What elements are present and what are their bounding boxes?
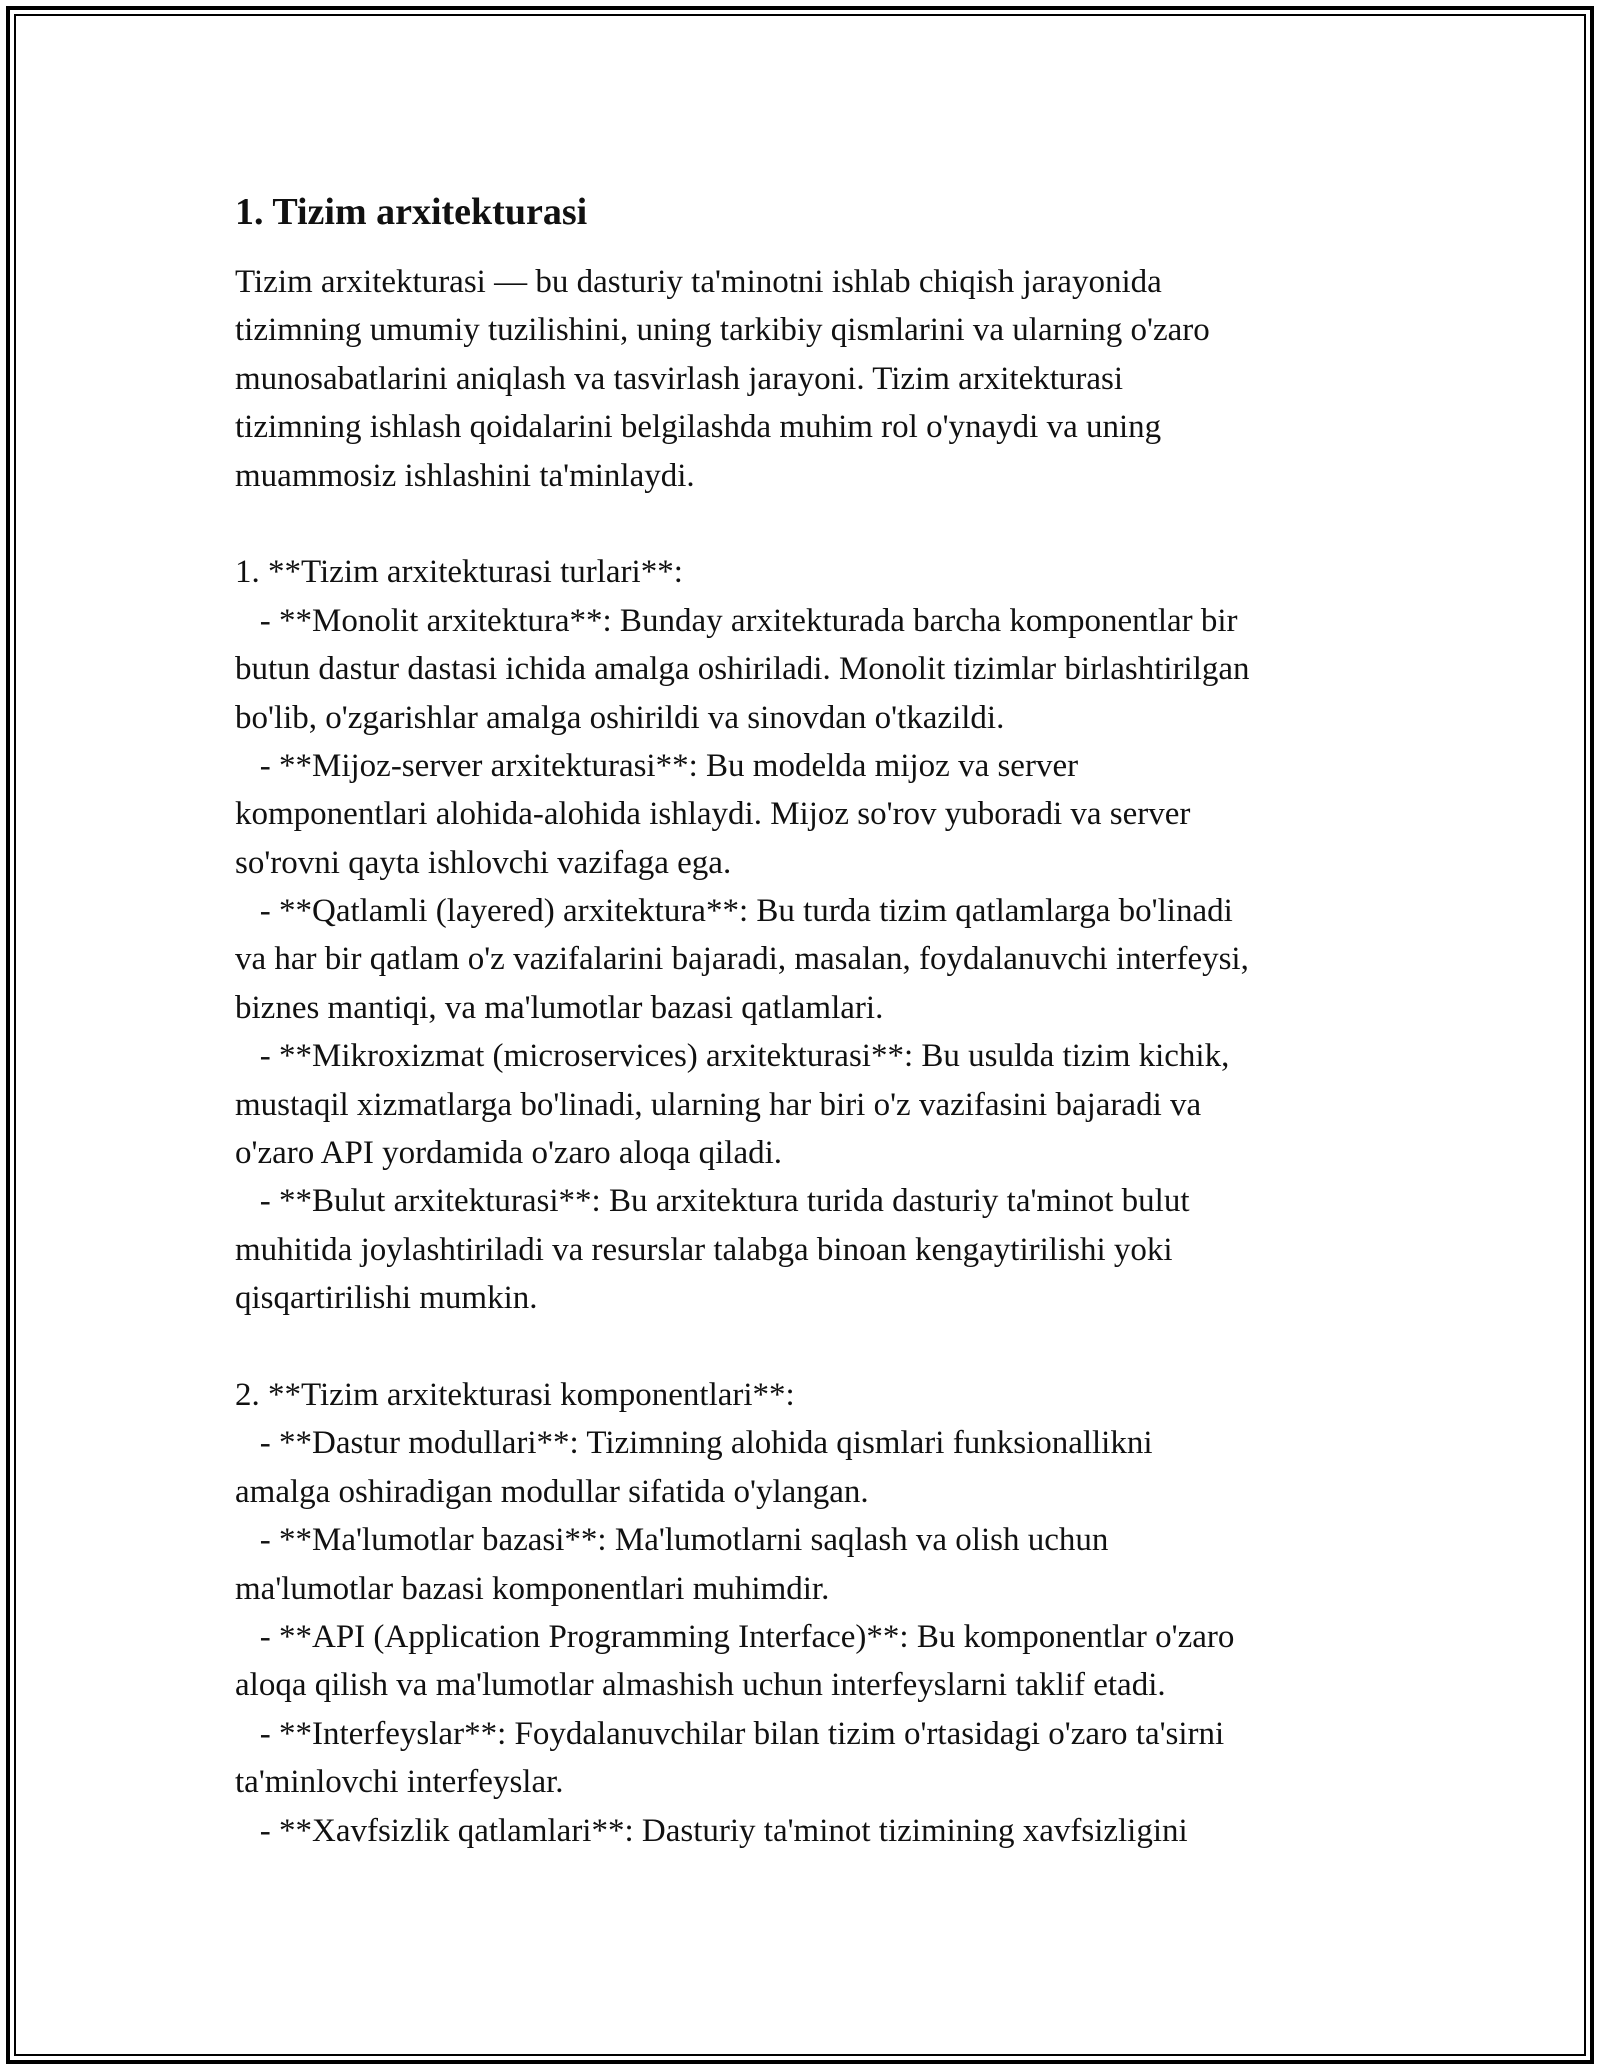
list-item-line: - **Qatlamli (layered) arxitektura**: Bu turda tizim qatlamlarga bo'linadi	[235, 893, 1233, 930]
list-item-line: - **Dastur modullari**: Tizimning alohida qismlari funksionallikni	[235, 1425, 1153, 1462]
text-line: Tizim arxitekturasi — bu dasturiy ta'minotni ishlab chiqish jarayonida	[235, 264, 1162, 300]
list-item-line: - **Mikroxizmat (microservices) arxitekturasi**: Bu usulda tizim kichik,	[235, 1038, 1230, 1075]
text-line: komponentlari alohida-alohida ishlaydi. Mijoz so'rov yuboradi va server	[235, 796, 1191, 833]
text-line: tizimning ishlash qoidalarini belgilashda muhim rol o'ynaydi va uning	[235, 409, 1162, 446]
text-line: so'rovni qayta ishlovchi vazifaga ega.	[235, 844, 732, 881]
text-line: butun dastur dastasi ichida amalga oshiriladi. Monolit tizimlar birlashtirilgan	[235, 651, 1250, 688]
text-line: ma'lumotlar bazasi komponentlari muhimdir.	[235, 1570, 830, 1607]
text-line: ta'minlovchi interfeyslar.	[235, 1764, 564, 1801]
text-line: mustaqil xizmatlarga bo'linadi, ularning har biri o'z vazifasini bajaradi va	[235, 1086, 1202, 1123]
text-line: amalga oshiradigan modullar sifatida o'ylangan.	[235, 1473, 869, 1510]
text-line: muammosiz ishlashini ta'minlaydi.	[235, 457, 695, 494]
text-line: tizimning umumiy tuzilishini, uning tarkibiy qismlarini va ularning o'zaro	[235, 312, 1210, 349]
text-line: va har bir qatlam o'z vazifalarini bajaradi, masalan, foydalanuvchi interfeysi,	[235, 941, 1249, 978]
text-line: qisqartirilishi mumkin.	[235, 1280, 538, 1317]
text-line: muhitida joylashtiriladi va resurslar talabga binoan kengaytirilishi yoki	[235, 1231, 1173, 1268]
blank-line	[235, 1323, 1395, 1371]
document-heading: 1. Tizim arxitekturasi	[235, 191, 588, 233]
blank-line	[235, 500, 1395, 548]
section-heading-line: 2. **Tizim arxitekturasi komponentlari**:	[235, 1376, 795, 1413]
document-body	[235, 258, 1395, 1855]
section-heading-line: 1. **Tizim arxitekturasi turlari**:	[235, 554, 683, 591]
list-item-line: - **Bulut arxitekturasi**: Bu arxitektura turida dasturiy ta'minot bulut	[235, 1183, 1190, 1220]
list-item-line: - **Monolit arxitektura**: Bunday arxitekturada barcha komponentlar bir	[235, 602, 1238, 639]
list-item-line: - **Xavfsizlik qatlamlari**: Dasturiy ta'minot tizimining xavfsizligini	[235, 1812, 1188, 1849]
list-item-line: - **Mijoz-server arxitekturasi**: Bu modelda mijoz va server	[235, 747, 1079, 784]
text-line: bo'lib, o'zgarishlar amalga oshirildi va sinovdan o'tkazildi.	[235, 699, 1005, 736]
document-page	[235, 186, 1395, 1855]
text-line: o'zaro API yordamida o'zaro aloqa qiladi.	[235, 1135, 783, 1172]
list-item-line: - **Interfeyslar**: Foydalanuvchilar bilan tizim o'rtasidagi o'zaro ta'sirni	[235, 1715, 1225, 1752]
text-line: munosabatlarini aniqlash va tasvirlash jarayoni. Tizim arxitekturasi	[235, 360, 1124, 397]
text-line: biznes mantiqi, va ma'lumotlar bazasi qatlamlari.	[235, 989, 884, 1026]
list-item-line: - **Ma'lumotlar bazasi**: Ma'lumotlarni saqlash va olish uchun	[235, 1522, 1109, 1559]
list-item-line: - **API (Application Programming Interface)**: Bu komponentlar o'zaro	[235, 1618, 1235, 1655]
text-line: aloqa qilish va ma'lumotlar almashish uchun interfeyslarni taklif etadi.	[235, 1667, 1166, 1704]
